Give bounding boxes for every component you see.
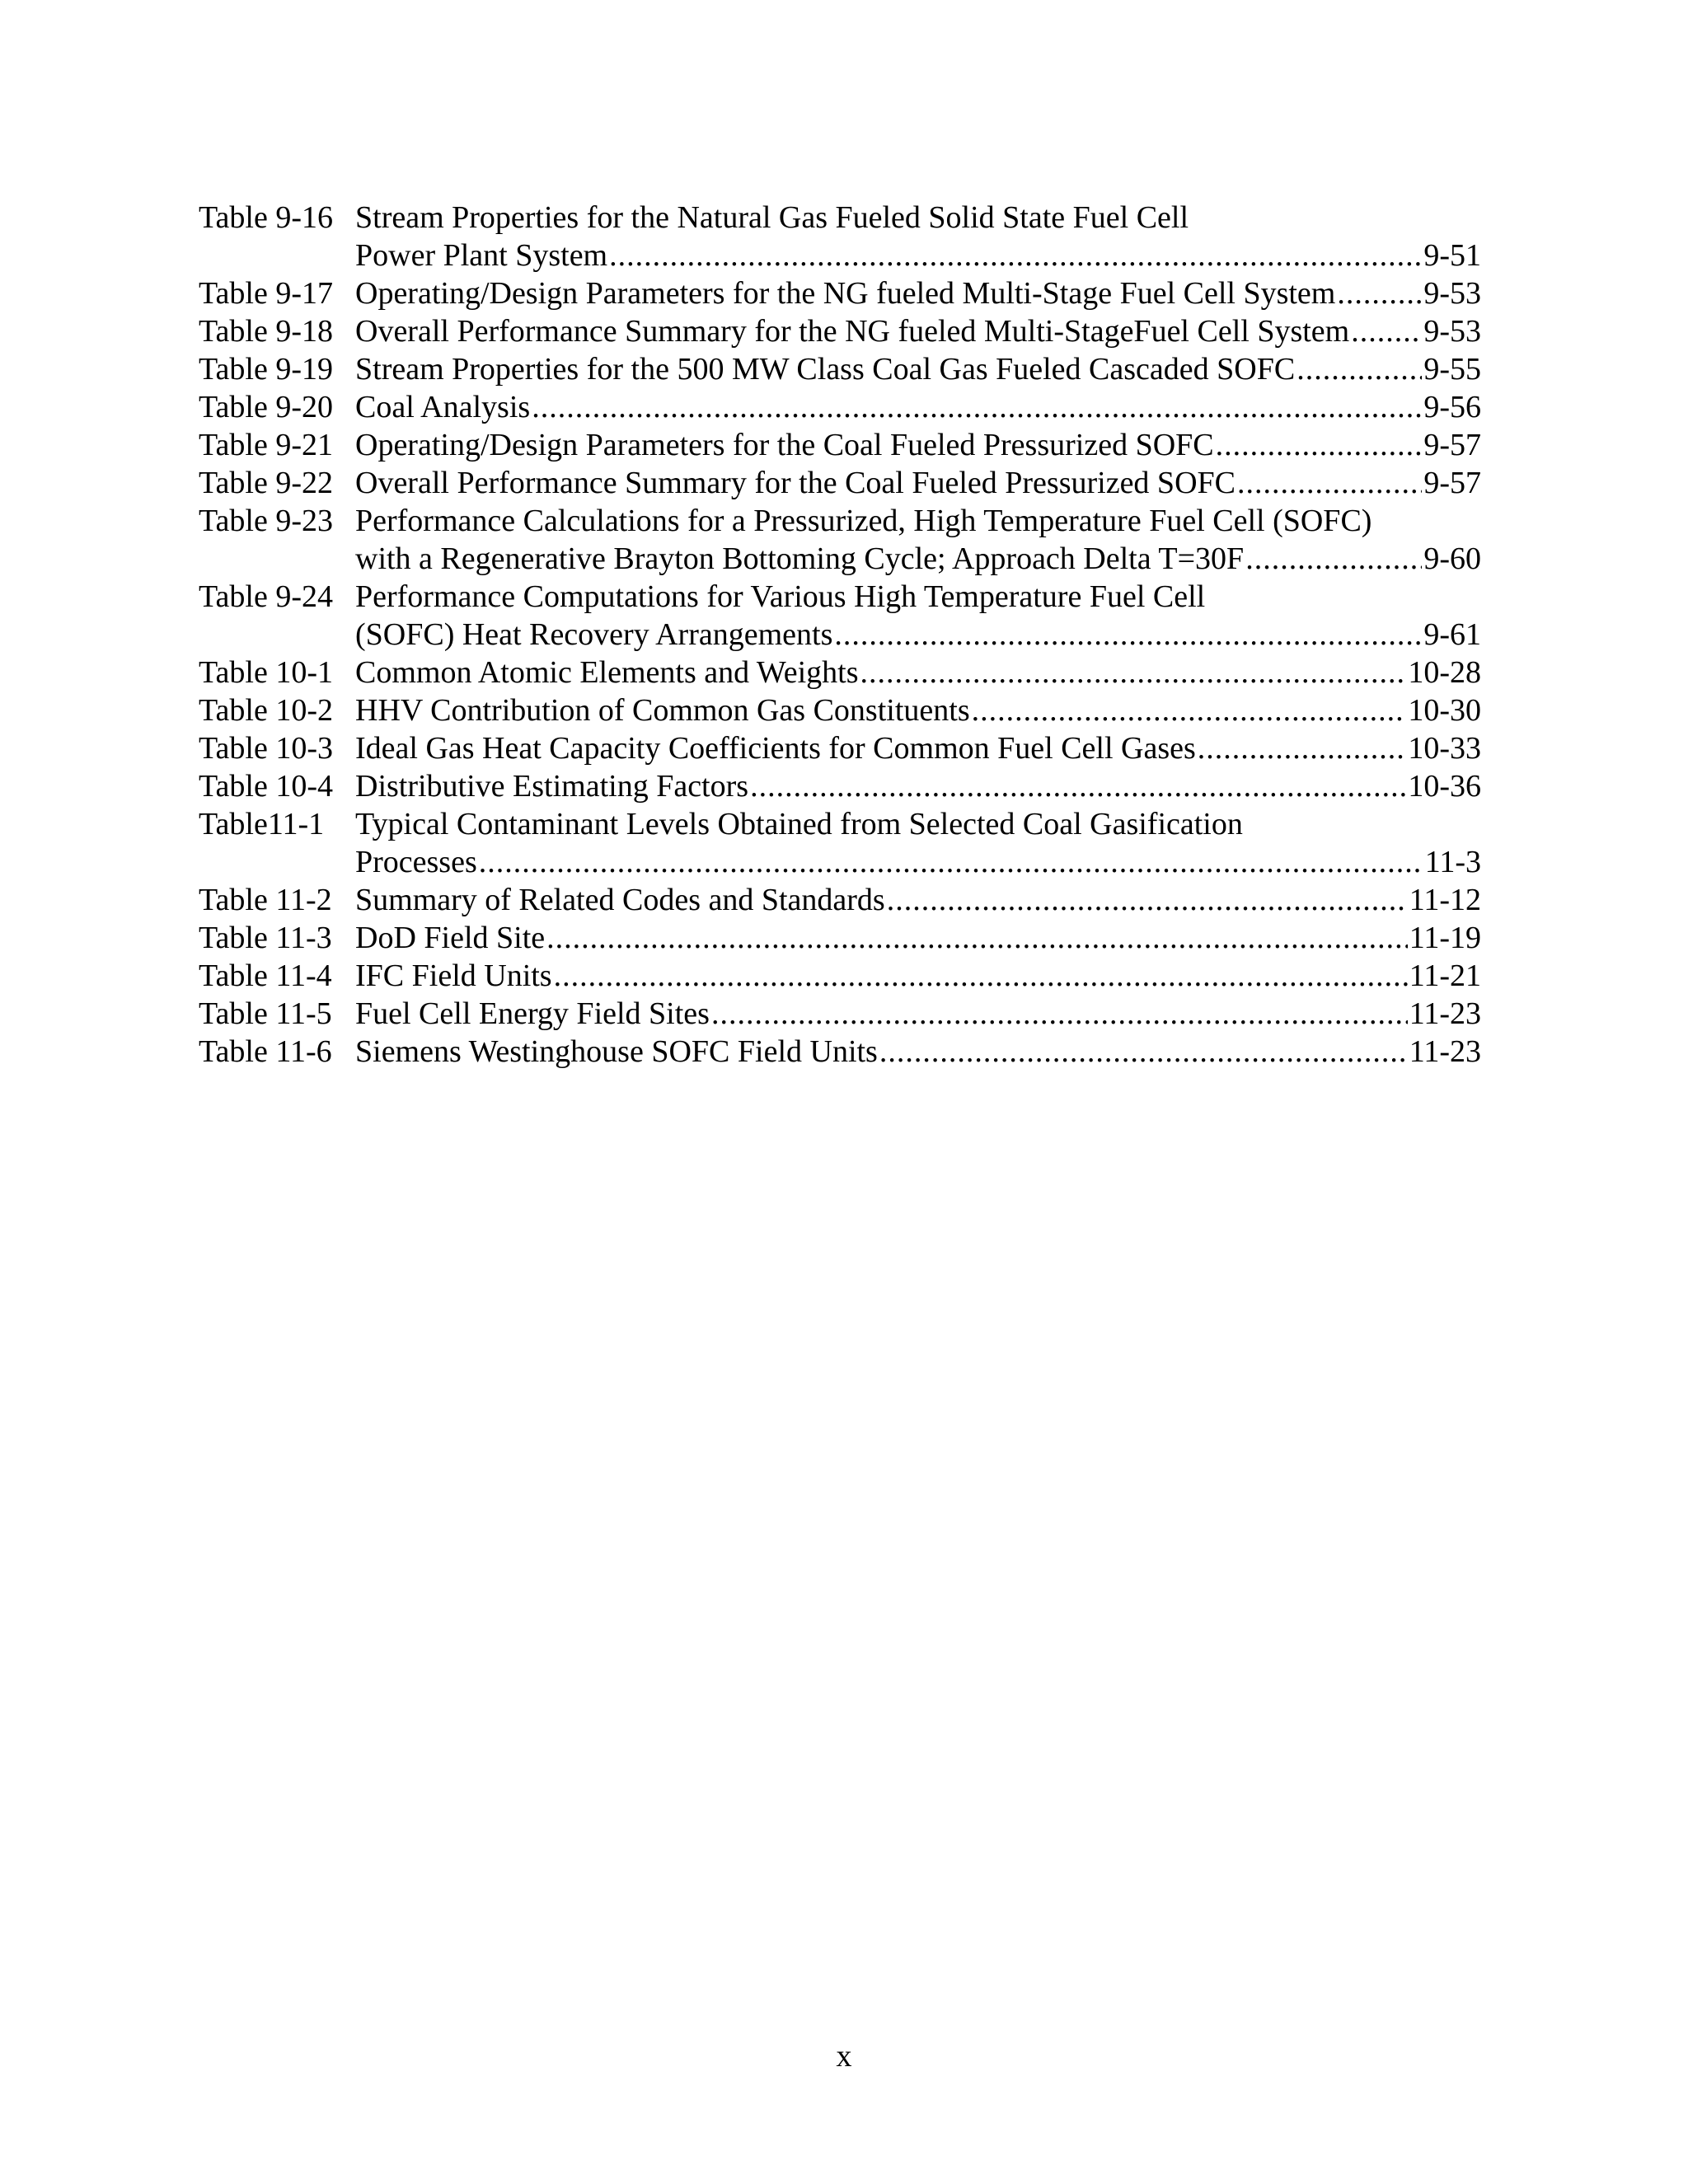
toc-entry-page: 9-51 xyxy=(1423,238,1481,273)
toc-entry-label: Table 10-2 xyxy=(199,693,334,728)
toc-entry-title: with a Regenerative Brayton Bottoming Cycle; Approach Delta T=30F xyxy=(355,541,1245,576)
toc-entry-page: 9-53 xyxy=(1423,276,1481,311)
toc-entry-page: 9-61 xyxy=(1423,617,1481,652)
dot-leader xyxy=(750,767,1406,805)
toc-entry-title: Typical Contaminant Levels Obtained from Selected Coal Gasification xyxy=(355,807,1243,841)
toc-entry-page: 10-36 xyxy=(1408,769,1481,804)
toc-entry-page: 11-23 xyxy=(1409,996,1481,1031)
toc-entry-label: Table 11-5 xyxy=(199,996,332,1031)
toc-entry-line xyxy=(199,919,1481,957)
toc-entry-line xyxy=(199,729,1481,767)
toc-entry-page: 11-23 xyxy=(1409,1034,1481,1069)
toc-entry-page: 11-19 xyxy=(1409,921,1481,955)
toc-entry-page: 10-33 xyxy=(1408,731,1481,766)
toc-entry-label: Table 9-18 xyxy=(199,314,334,349)
toc-entry-line xyxy=(199,995,1481,1033)
toc-entry-line xyxy=(199,767,1481,805)
toc-entry-line xyxy=(199,616,1481,654)
toc-entry-line xyxy=(199,312,1481,350)
list-of-tables xyxy=(199,199,1481,1071)
toc-entry-leader xyxy=(355,237,1481,274)
toc-entry-line xyxy=(199,540,1481,578)
toc-entry-line xyxy=(199,464,1481,502)
toc-entry-line xyxy=(199,578,1481,616)
toc-entry-leader xyxy=(355,274,1481,312)
toc-entry-line xyxy=(199,881,1481,919)
toc-entry-title: Ideal Gas Heat Capacity Coefficients for Common Fuel Cell Gases xyxy=(355,731,1196,766)
toc-entry-line xyxy=(199,426,1481,464)
toc-entry-line xyxy=(199,1033,1481,1071)
toc-entry-label: Table 11-6 xyxy=(199,1034,332,1069)
toc-entry-title: (SOFC) Heat Recovery Arrangements xyxy=(355,617,833,652)
toc-entry-leader xyxy=(355,654,1481,691)
toc-entry-leader xyxy=(355,540,1481,578)
toc-entry-title: Operating/Design Parameters for the Coal Fueled Pressurized SOFC xyxy=(355,428,1214,462)
toc-entry-title: Distributive Estimating Factors xyxy=(355,769,749,804)
toc-entry-label: Table 11-2 xyxy=(199,883,332,917)
toc-entry-line xyxy=(199,805,1481,843)
toc-entry-line xyxy=(199,199,1481,237)
toc-entry-label: Table 10-4 xyxy=(199,769,334,804)
toc-entry-page: 11-3 xyxy=(1424,845,1481,879)
toc-entry-leader xyxy=(355,995,1481,1033)
dot-leader xyxy=(711,995,1408,1033)
dot-leader xyxy=(1337,274,1422,312)
toc-entry-line xyxy=(199,350,1481,388)
toc-entry-title: DoD Field Site xyxy=(355,921,546,955)
toc-entry-page: 9-56 xyxy=(1423,390,1481,424)
toc-entry-title: Siemens Westinghouse SOFC Field Units xyxy=(355,1034,878,1069)
dot-leader xyxy=(887,881,1408,919)
toc-entry-label: Table 9-22 xyxy=(199,466,334,500)
toc-entry-leader xyxy=(355,843,1481,881)
toc-entry-page: 9-55 xyxy=(1423,352,1481,387)
toc-entry-label: Table 11-3 xyxy=(199,921,332,955)
toc-entry-leader xyxy=(355,1033,1481,1071)
toc-entry-title: Overall Performance Summary for the Coal Fueled Pressurized SOFC xyxy=(355,466,1236,500)
toc-entry-page: 11-21 xyxy=(1409,958,1481,993)
toc-entry-title: Fuel Cell Energy Field Sites xyxy=(355,996,710,1031)
toc-entry-title: Overall Performance Summary for the NG fueled Multi-StageFuel Cell System xyxy=(355,314,1350,349)
toc-entry-label: Table 9-21 xyxy=(199,428,334,462)
toc-entry-label: Table 9-17 xyxy=(199,276,334,311)
dot-leader xyxy=(479,843,1423,881)
dot-leader xyxy=(972,691,1407,729)
toc-entry-line xyxy=(199,654,1481,691)
toc-entry-label: Table 9-19 xyxy=(199,352,334,387)
toc-entry-line xyxy=(199,957,1481,995)
toc-entry-line xyxy=(199,237,1481,274)
dot-leader xyxy=(1198,729,1407,767)
toc-entry-page: 9-60 xyxy=(1423,541,1481,576)
toc-entry-label: Table 11-4 xyxy=(199,958,332,993)
toc-entry-leader xyxy=(355,616,1481,654)
toc-entry-line xyxy=(199,843,1481,881)
toc-entry-title: Summary of Related Codes and Standards xyxy=(355,883,885,917)
toc-entry-label: Table 10-3 xyxy=(199,731,334,766)
toc-entry-page: 9-57 xyxy=(1423,428,1481,462)
toc-entry-title: HHV Contribution of Common Gas Constituents xyxy=(355,693,970,728)
toc-entry-title: Operating/Design Parameters for the NG fueled Multi-Stage Fuel Cell System xyxy=(355,276,1336,311)
dot-leader xyxy=(1351,312,1422,350)
toc-entry-title: Power Plant System xyxy=(355,238,608,273)
dot-leader xyxy=(1237,464,1422,502)
toc-entry-leader xyxy=(355,388,1481,426)
toc-entry-page: 11-12 xyxy=(1409,883,1481,917)
toc-entry-line xyxy=(199,388,1481,426)
dot-leader xyxy=(1296,350,1422,388)
toc-entry-title: Performance Calculations for a Pressurized, High Temperature Fuel Cell (SOFC) xyxy=(355,504,1372,538)
dot-leader xyxy=(546,919,1408,957)
toc-entry-line xyxy=(199,691,1481,729)
dot-leader xyxy=(1216,426,1423,464)
toc-entry-title: Stream Properties for the Natural Gas Fueled Solid State Fuel Cell xyxy=(355,200,1189,235)
dot-leader xyxy=(860,654,1407,691)
dot-leader xyxy=(879,1033,1408,1071)
toc-entry-title: Processes xyxy=(355,845,477,879)
dot-leader xyxy=(554,957,1408,995)
toc-entry-leader xyxy=(355,729,1481,767)
toc-entry-leader xyxy=(355,919,1481,957)
toc-entry-page: 9-53 xyxy=(1423,314,1481,349)
toc-entry-label: Table 9-20 xyxy=(199,390,334,424)
toc-entry-title: Performance Computations for Various High Temperature Fuel Cell xyxy=(355,579,1206,614)
toc-entry-line xyxy=(199,502,1481,540)
toc-entry-page: 9-57 xyxy=(1423,466,1481,500)
toc-entry-leader xyxy=(355,691,1481,729)
toc-entry-leader xyxy=(355,350,1481,388)
toc-entry-leader xyxy=(355,767,1481,805)
dot-leader xyxy=(1245,540,1422,578)
toc-entry-label: Table 10-1 xyxy=(199,655,334,690)
toc-entry-title: Coal Analysis xyxy=(355,390,531,424)
toc-entry-label: Table 9-16 xyxy=(199,200,334,235)
page-number: x xyxy=(836,2039,852,2074)
toc-entry-title: Common Atomic Elements and Weights xyxy=(355,655,859,690)
dot-leader xyxy=(609,237,1422,274)
dot-leader xyxy=(834,616,1422,654)
toc-entry-leader xyxy=(355,957,1481,995)
toc-entry-title: IFC Field Units xyxy=(355,958,552,993)
toc-entry-leader xyxy=(355,881,1481,919)
toc-entry-page: 10-28 xyxy=(1408,655,1481,690)
toc-entry-label: Table11-1 xyxy=(199,807,325,841)
toc-entry-leader xyxy=(355,464,1481,502)
toc-entry-title: Stream Properties for the 500 MW Class Coal Gas Fueled Cascaded SOFC xyxy=(355,352,1296,387)
dot-leader xyxy=(532,388,1422,426)
toc-entry-page: 10-30 xyxy=(1408,693,1481,728)
toc-entry-label: Table 9-24 xyxy=(199,579,334,614)
toc-entry-leader xyxy=(355,426,1481,464)
toc-entry-line xyxy=(199,274,1481,312)
toc-entry-leader xyxy=(355,312,1481,350)
toc-entry-label: Table 9-23 xyxy=(199,504,334,538)
